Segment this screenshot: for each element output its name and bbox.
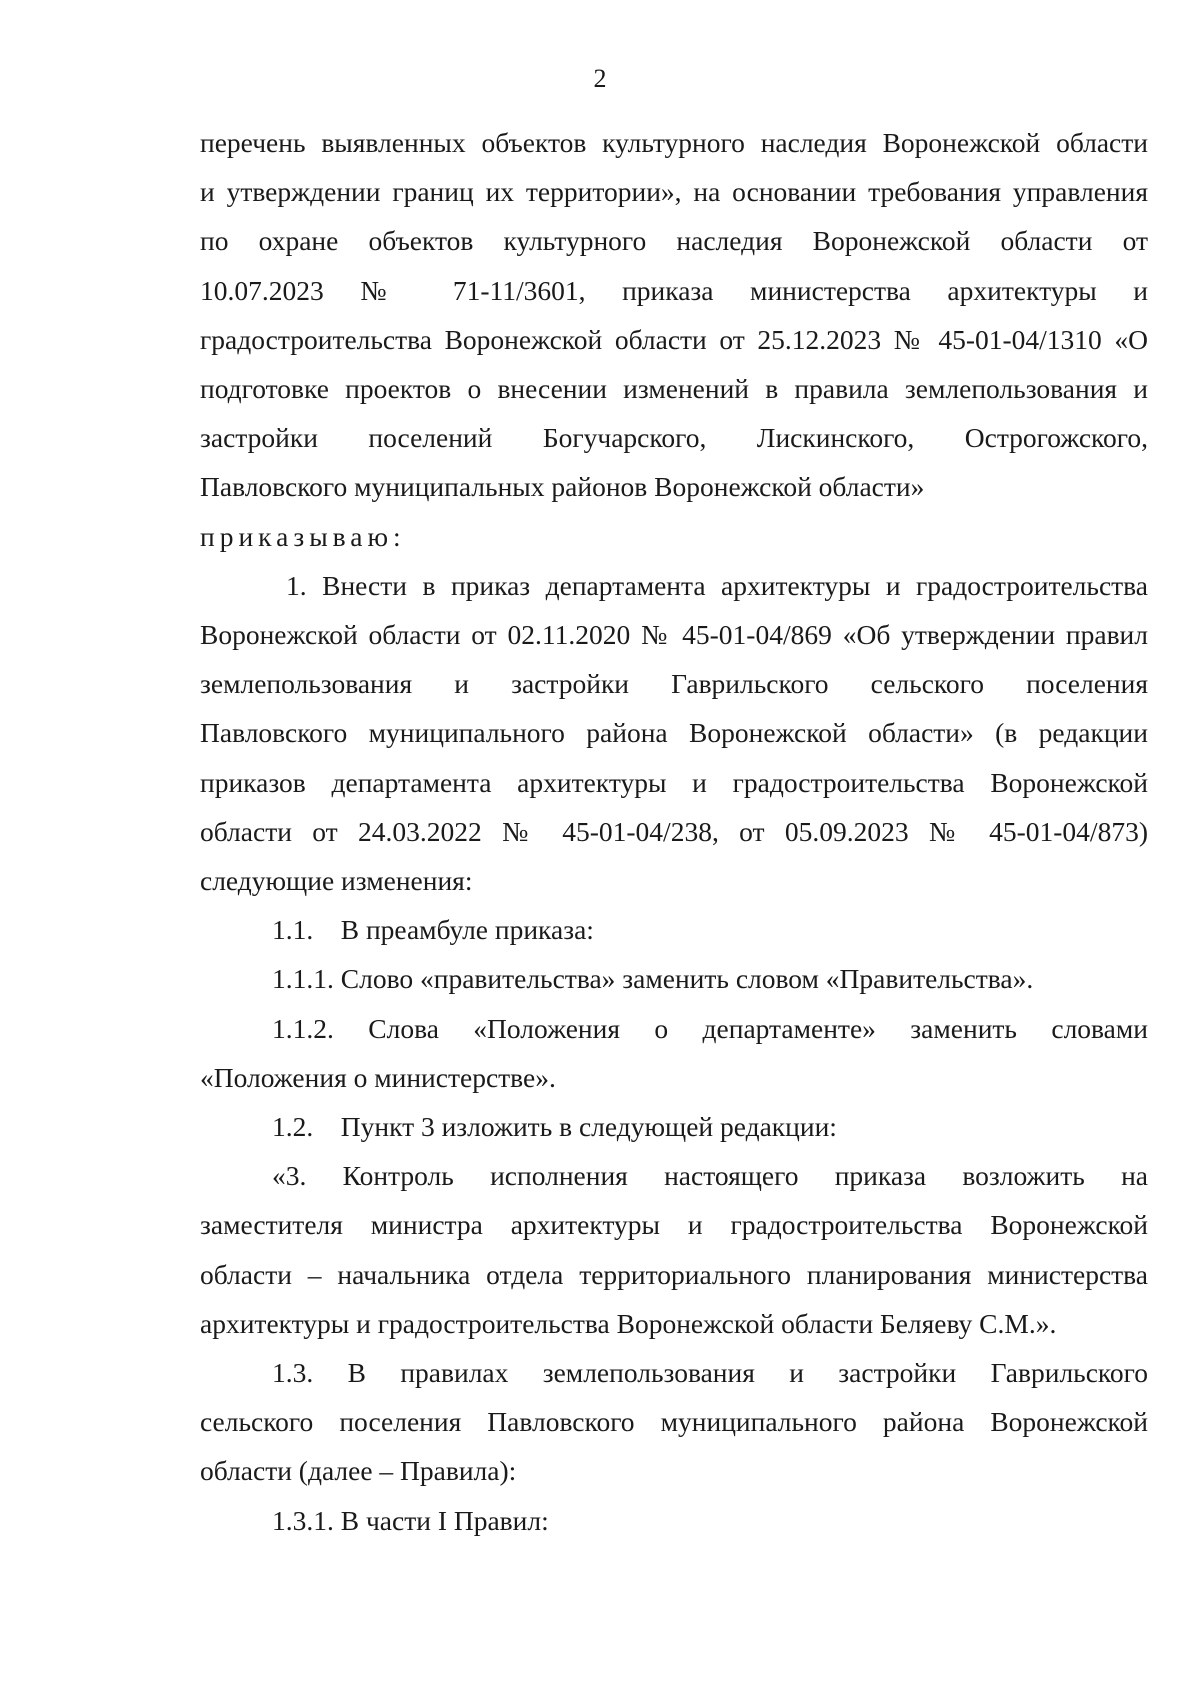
text-line: и утверждении границ их территории», на основании требования управления <box>200 176 1148 208</box>
document-body <box>200 118 1148 1545</box>
text-line: заместителя министра архитектуры и градостроительства Воронежской <box>200 1209 1148 1241</box>
text-line: 1.1. В преамбуле приказа: <box>272 914 594 946</box>
text-line: градостроительства Воронежской области от 25.12.2023 № 45-01-04/1310 «О <box>200 323 1148 355</box>
text-line: Воронежской области от 02.11.2020 № 45-01-04/869 «Об утверждении правил <box>200 619 1148 651</box>
text-line: Павловского муниципальных районов Воронежской области» <box>200 471 925 503</box>
text-line: области от 24.03.2022 № 45-01-04/238, от 05.09.2023 № 45-01-04/873) <box>200 815 1148 847</box>
text-line: подготовке проектов о внесении изменений в правила землепользования и <box>200 373 1148 405</box>
text-line: сельского поселения Павловского муниципального района Воронежской <box>200 1406 1148 1438</box>
text-line: 1. Внести в приказ департамента архитектуры и градостроительства <box>286 569 1148 601</box>
text-line: застройки поселений Богучарского, Лискинского, Острогожского, <box>200 422 1148 454</box>
text-line: области – начальника отдела территориального планирования министерства <box>200 1258 1148 1290</box>
text-line: 1.3. В правилах землепользования и застройки Гаврильского <box>272 1357 1148 1389</box>
text-line: землепользования и застройки Гаврильского сельского поселения <box>200 668 1148 700</box>
text-line: «Положения о министерстве». <box>200 1061 556 1093</box>
text-line: перечень выявленных объектов культурного наследия Воронежской области <box>200 127 1148 158</box>
text-line: приказов департамента архитектуры и градостроительства Воронежской <box>200 766 1148 798</box>
text-line: 1.1.1. Слово «правительства» заменить словом «Правительства». <box>272 963 1034 995</box>
text-line: 10.07.2023 № 71-11/3601, приказа министерства архитектуры и <box>200 274 1148 306</box>
text-line: 1.1.2. Слова «Положения о департаменте» заменить словами <box>272 1012 1148 1044</box>
order-word: приказываю: <box>200 520 406 552</box>
text-line: архитектуры и градостроительства Воронежской области Беляеву С.М.». <box>200 1307 1057 1339</box>
text-line: 1.3.1. В части I Правил: <box>272 1504 549 1536</box>
text-line: Павловского муниципального района Воронежской области» (в редакции <box>200 717 1148 749</box>
text-line: 1.2. Пункт 3 изложить в следующей редакции: <box>272 1111 837 1143</box>
text-line: следующие изменения: <box>200 865 473 897</box>
page-number: 2 <box>593 64 607 93</box>
text-line: «3. Контроль исполнения настоящего приказа возложить на <box>272 1160 1148 1192</box>
text-line: по охране объектов культурного наследия Воронежской области от <box>200 225 1148 257</box>
text-line: области (далее – Правила): <box>200 1455 517 1487</box>
